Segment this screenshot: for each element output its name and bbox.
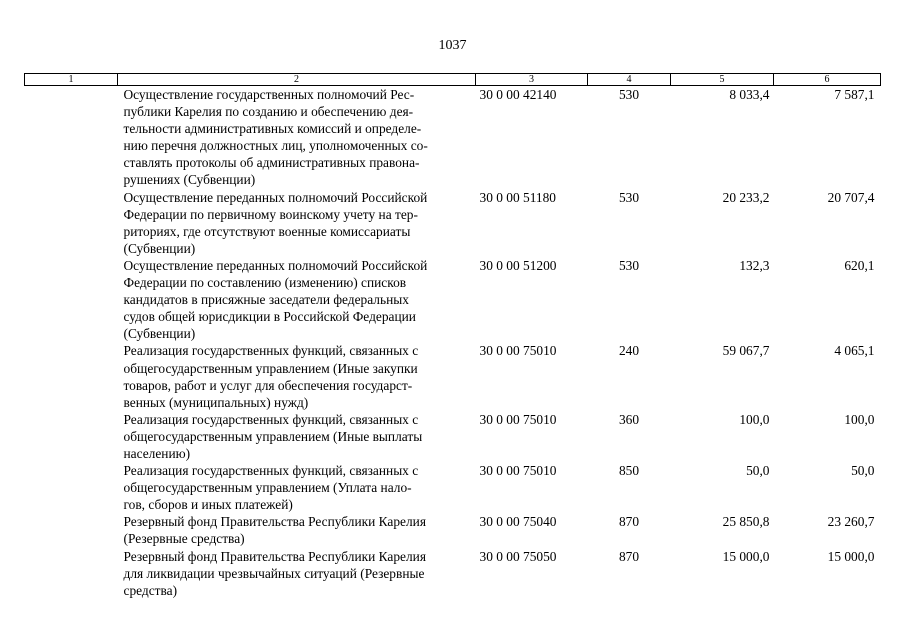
target-article-code-cell: 30 0 00 75010	[479, 463, 557, 479]
amount-year-2-cell: 50,0	[851, 463, 875, 479]
expense-name-line: Федерации по составлению (изменению) списков	[123, 275, 407, 291]
target-article-code-cell: 30 0 00 42140	[479, 87, 557, 102]
table-header	[25, 74, 881, 86]
expense-type-code-cell: 360	[618, 411, 640, 427]
expense-name-line: венных (муниципальных) нужд)	[123, 394, 309, 410]
target-article-code-cell: 30 0 00 75050	[479, 548, 557, 564]
expense-name-line: общегосударственным управлением (Иные выплаты	[123, 428, 423, 444]
target-article-code-cell: 30 0 00 51200	[479, 257, 557, 273]
expense-type-code-cell: 530	[618, 87, 640, 102]
expense-name-cell	[118, 513, 476, 547]
target-article-code-cell: 30 0 00 75040	[479, 514, 557, 530]
expense-name-line: ставлять протоколы об административных правона-	[123, 155, 420, 171]
target-article-code-cell: 30 0 00 51180	[479, 189, 556, 205]
amount-year-1-cell: 50,0	[746, 463, 770, 479]
table-body	[25, 86, 881, 599]
budget-table	[24, 73, 881, 599]
expense-name-line: Федерации по первичному воинскому учету на тер-	[123, 206, 418, 222]
expense-type-code-cell: 850	[618, 463, 640, 479]
expense-name-line: товаров, работ и услуг для обеспечения государст-	[123, 377, 413, 393]
expense-type-code-cell: 870	[618, 548, 640, 564]
expense-name-cell	[118, 342, 476, 410]
expense-name-line: нию перечня должностных лиц, уполномоченных со-	[123, 138, 428, 154]
expense-name-line: рушениях (Субвенции)	[123, 172, 256, 188]
column-header-5: 5	[671, 74, 774, 86]
expense-type-code-cell: 240	[618, 343, 640, 359]
expense-name-line: Реализация государственных функций, связанных с	[123, 463, 419, 479]
table-row	[25, 548, 881, 599]
amount-year-2-cell: 4 065,1	[834, 343, 875, 359]
amount-year-2-cell: 23 260,7	[827, 514, 875, 530]
expense-type-code-cell: 530	[618, 189, 640, 205]
column-header-6: 6	[774, 74, 881, 86]
table-row	[25, 189, 881, 257]
amount-year-1-cell: 132,3	[739, 257, 770, 273]
column-number-row	[25, 74, 881, 86]
target-article-code-cell: 30 0 00 75010	[479, 343, 557, 359]
row-col-1	[25, 548, 118, 599]
amount-year-1-cell: 8 033,4	[729, 87, 770, 102]
row-col-1	[25, 257, 118, 342]
expense-name-line: средства)	[123, 582, 178, 598]
expense-name-line: (Резервные средства)	[123, 531, 245, 547]
table-row	[25, 462, 881, 513]
page-number: 1037	[438, 38, 467, 53]
amount-year-2-cell: 20 707,4	[827, 189, 875, 205]
expense-name-line: публики Карелия по созданию и обеспечению дея-	[123, 104, 414, 120]
column-header-1: 1	[25, 74, 118, 86]
amount-year-1-cell: 100,0	[739, 411, 770, 427]
column-header-3: 3	[476, 74, 588, 86]
amount-year-1-cell: 25 850,8	[722, 514, 770, 530]
expense-name-cell	[118, 257, 476, 342]
expense-type-code-cell: 530	[618, 257, 640, 273]
amount-year-1-cell: 59 067,7	[722, 343, 770, 359]
expense-name-cell	[118, 411, 476, 462]
row-col-1	[25, 189, 118, 257]
expense-name-line: (Субвенции)	[123, 326, 196, 342]
expense-name-line: гов, сборов и иных платежей)	[123, 497, 293, 513]
table-row	[25, 257, 881, 342]
table-row	[25, 342, 881, 410]
row-col-1	[25, 411, 118, 462]
row-col-1	[25, 462, 118, 513]
amount-year-1-cell: 20 233,2	[722, 189, 770, 205]
expense-name-cell	[118, 462, 476, 513]
expense-name-line: риториях, где отсутствуют военные комиссариаты	[123, 223, 411, 239]
column-header-2: 2	[118, 74, 476, 86]
expense-name-line: общегосударственным управлением (Уплата нало-	[123, 480, 412, 496]
table-row	[25, 86, 881, 189]
row-col-1	[25, 86, 118, 189]
expense-name-line: Резервный фонд Правительства Республики Карелия	[123, 548, 426, 564]
row-col-1	[25, 342, 118, 410]
expense-name-line: кандидатов в присяжные заседатели федеральных	[123, 292, 409, 308]
expense-name-cell	[118, 548, 476, 599]
amount-year-1-cell: 15 000,0	[722, 548, 770, 564]
amount-year-2-cell: 100,0	[844, 411, 875, 427]
expense-name-line: судов общей юрисдикции в Российской Федерации	[123, 309, 416, 325]
expense-name-line: Резервный фонд Правительства Республики Карелия	[123, 514, 426, 530]
expense-name-line: Осуществление государственных полномочий Рес-	[123, 87, 415, 102]
expense-name-line: Реализация государственных функций, связанных с	[123, 343, 419, 359]
expense-name-line: (Субвенции)	[123, 240, 196, 256]
column-header-4: 4	[588, 74, 671, 86]
amount-year-2-cell: 620,1	[844, 257, 875, 273]
expense-name-cell	[118, 189, 476, 257]
table-row	[25, 513, 881, 547]
expense-name-line: Реализация государственных функций, связанных с	[123, 411, 419, 427]
amount-year-2-cell: 15 000,0	[827, 548, 875, 564]
row-col-1	[25, 513, 118, 547]
expense-name-line: общегосударственным управлением (Иные закупки	[123, 360, 418, 376]
expense-type-code-cell: 870	[618, 514, 640, 530]
expense-name-line: Осуществление переданных полномочий Российской	[123, 257, 428, 273]
expense-name-line: тельности административных комиссий и определе-	[123, 121, 422, 137]
expense-name-line: населению)	[123, 445, 191, 461]
expense-name-cell	[118, 86, 476, 189]
expense-name-line: для ликвидации чрезвычайных ситуаций (Резервные	[123, 565, 425, 581]
table-row	[25, 411, 881, 462]
target-article-code-cell: 30 0 00 75010	[479, 411, 557, 427]
amount-year-2-cell: 7 587,1	[834, 87, 875, 102]
expense-name-line: Осуществление переданных полномочий Российской	[123, 189, 428, 205]
